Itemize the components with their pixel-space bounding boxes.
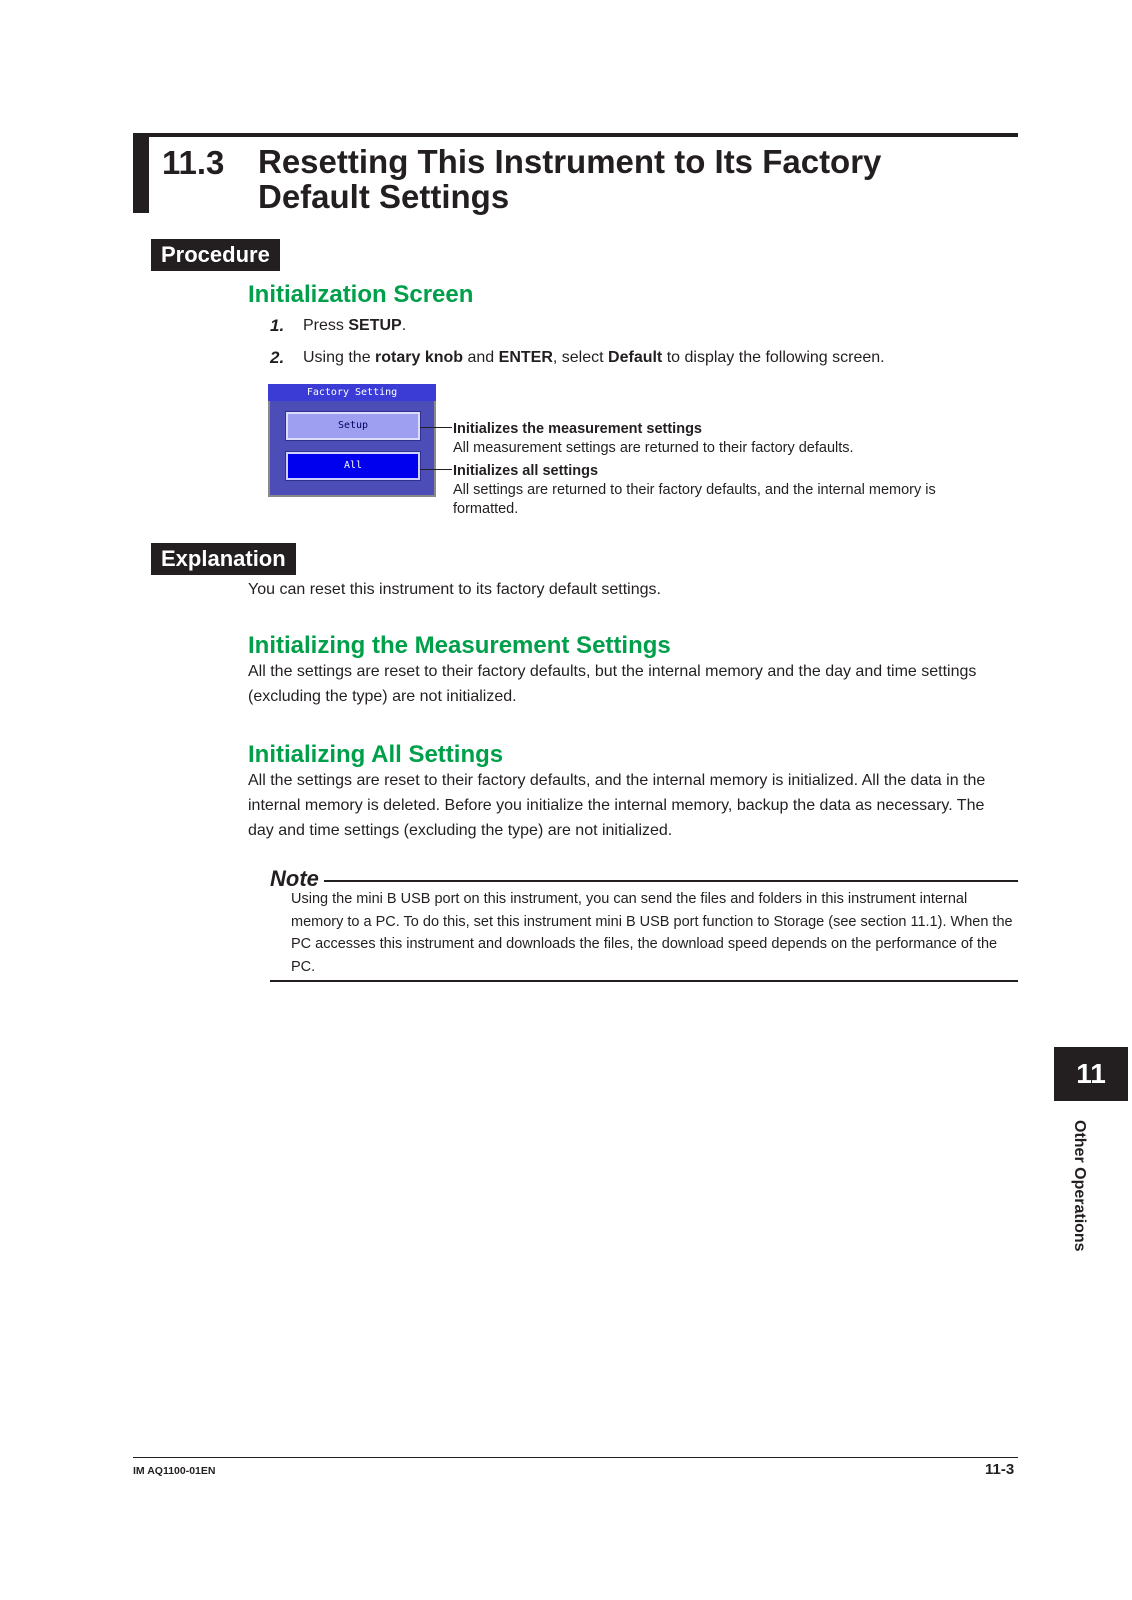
menu-default: Default — [608, 349, 663, 366]
procedure-tag: Procedure — [151, 239, 280, 271]
footer-doc-id: IM AQ1100-01EN — [133, 1465, 216, 1477]
section-side-bar — [133, 135, 149, 213]
footer-page-number: 11-3 — [985, 1461, 1015, 1478]
step-text: , select — [552, 349, 609, 366]
section-top-rule — [133, 133, 1018, 137]
note-top-rule — [324, 880, 1018, 882]
measurement-settings-heading: Initializing the Measurement Settings — [248, 632, 671, 659]
initialization-screen-heading: Initialization Screen — [248, 281, 474, 308]
note-title: Note — [270, 866, 319, 891]
note-text: Using the mini B USB port on this instrument, you can send the files and folders in this instrument internal memory to a PC. To do this, set this instrument mini B USB port function to Storage (see section 11.1). When the PC accesses this instrument and downloads the files, the download speed depends on the performance of the PC. — [291, 891, 1013, 975]
step-text: and — [463, 349, 499, 366]
step-1 — [270, 316, 284, 336]
section-title: Resetting This Instrument to Its Factory Default Settings — [258, 143, 882, 215]
all-leader-line — [420, 469, 452, 470]
note-bottom-rule — [270, 980, 1018, 982]
footer-rule — [133, 1457, 1018, 1458]
setup-leader-line — [420, 427, 452, 428]
all-settings-text: All the settings are reset to their factory defaults, and the internal memory is initialized. All the data in the internal memory is deleted. Before you initialize the internal memory, backup the data as necessary. The day and time settings (excluding the type) are not initialized. — [248, 772, 986, 839]
callout-all-title: Initializes all settings — [453, 463, 599, 479]
step-text: Press — [303, 317, 349, 334]
chapter-number-tab: 11 — [1054, 1047, 1128, 1101]
step-2-text — [303, 345, 885, 370]
all-button[interactable]: All — [286, 452, 420, 480]
callout-all-text: All settings are returned to their factory defaults, and the internal memory is formatted. — [453, 482, 936, 517]
key-enter: ENTER — [498, 349, 553, 366]
explanation-intro: You can reset this instrument to its factory default settings. — [248, 581, 661, 598]
step-1-text — [303, 313, 406, 338]
key-setup: SETUP — [348, 317, 402, 334]
chapter-name: Other Operations — [1071, 1120, 1088, 1252]
step-number: 1. — [270, 316, 285, 335]
callout-setup-title: Initializes the measurement settings — [453, 421, 702, 437]
step-text: to display the following screen. — [662, 349, 885, 366]
step-text: . — [401, 317, 407, 334]
measurement-settings-text: All the settings are reset to their factory defaults, but the internal memory and the day and time settings (excluding the type) are not initialized. — [248, 663, 977, 705]
callout-setup-text: All measurement settings are returned to their factory defaults. — [453, 440, 854, 456]
all-settings-heading: Initializing All Settings — [248, 741, 504, 768]
step-number: 2. — [270, 348, 285, 367]
setup-button[interactable]: Setup — [286, 412, 420, 440]
section-number: 11.3 — [162, 144, 225, 181]
explanation-tag: Explanation — [151, 543, 296, 575]
key-rotary-knob: rotary knob — [375, 349, 464, 366]
step-text: Using the — [303, 349, 376, 366]
step-2 — [270, 348, 284, 368]
factory-setting-title: Factory Setting — [268, 384, 436, 401]
